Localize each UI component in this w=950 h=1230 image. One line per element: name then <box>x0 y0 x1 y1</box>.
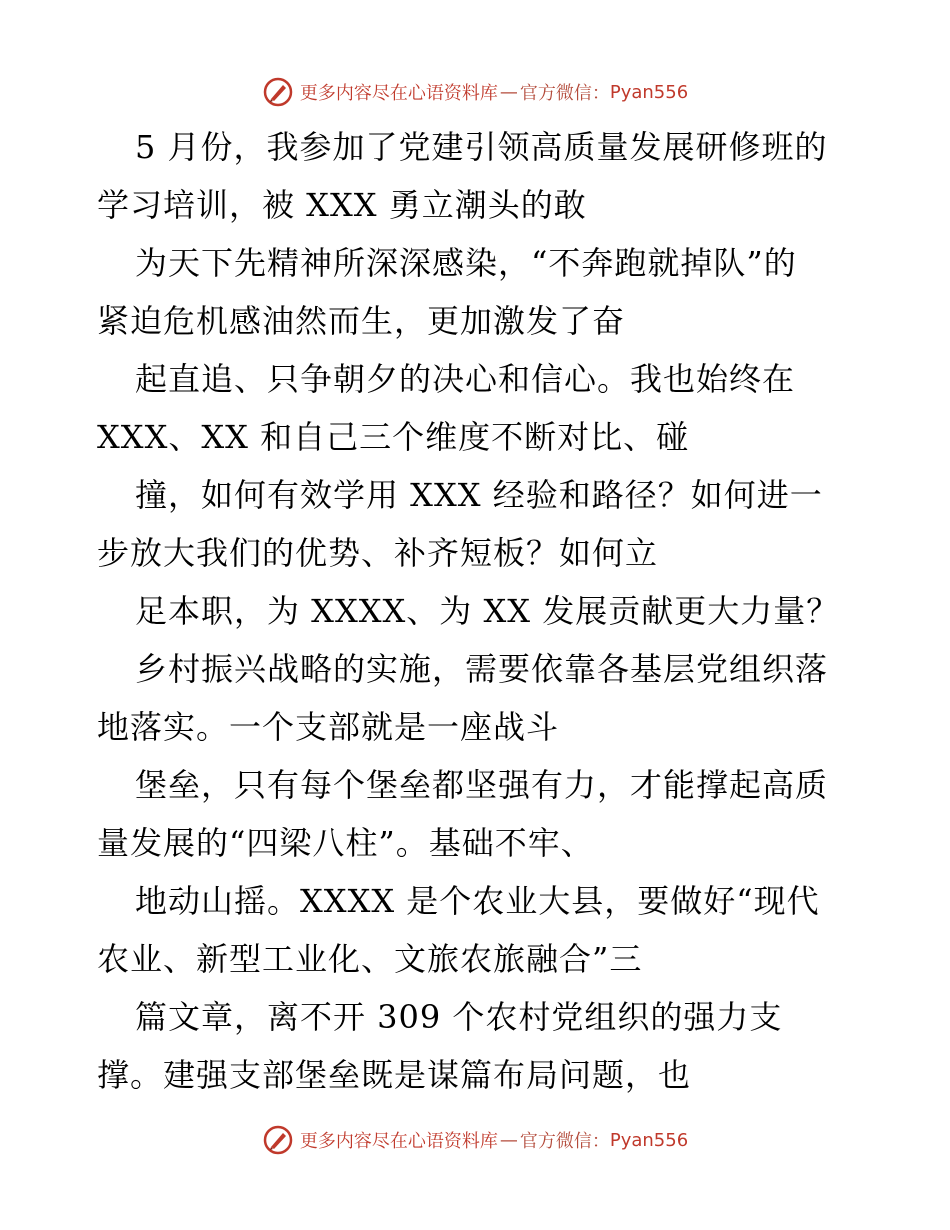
text-line: 起直追、只争朝夕的决心和信心。我也始终在 <box>135 360 796 398</box>
pen-logo-icon <box>262 1124 294 1156</box>
wechat-label: 官方微信： <box>519 83 610 104</box>
watermark-text: 更多内容尽在心语资料库 <box>299 83 498 104</box>
text-line: 为天下先精神所深深感染，“不奔跑就掉队”的 <box>135 244 797 282</box>
wechat-id: Pyan556 <box>609 1129 689 1151</box>
document-body <box>97 118 877 1104</box>
header-watermark <box>0 72 950 112</box>
text-line: 紧迫危机感油然而生，更加激发了奋 <box>97 302 626 340</box>
wechat-id: Pyan556 <box>609 81 689 103</box>
text-line: 5 月份，我参加了党建引领高质量发展研修班的 <box>135 128 828 166</box>
text-line: 撞，如何有效学用 XXX 经验和路径？如何进一 <box>135 476 823 514</box>
text-line: 乡村振兴战略的实施，需要依靠各基层党组织落 <box>135 650 829 688</box>
pen-logo-icon <box>262 76 294 108</box>
text-line: XXX、XX 和自己三个维度不断对比、碰 <box>97 418 690 456</box>
footer-watermark <box>0 1120 950 1160</box>
text-line: 学习培训，被 XXX 勇立潮头的敢 <box>97 186 587 224</box>
text-line: 步放大我们的优势、补齐短板？如何立 <box>97 534 659 572</box>
watermark-separator: — <box>499 81 518 103</box>
text-line: 农业、新型工业化、文旅农旅融合”三 <box>97 940 643 978</box>
text-line: 地动山摇。XXXX 是个农业大县，要做好“现代 <box>135 882 820 920</box>
text-line: 地落实。一个支部就是一座战斗 <box>97 708 560 746</box>
watermark-text: 更多内容尽在心语资料库 <box>299 1131 498 1152</box>
text-line: 量发展的“四梁八柱”。基础不牢、 <box>97 824 594 862</box>
text-line: 篇文章，离不开 309 个农村党组织的强力支 <box>135 998 783 1036</box>
text-line: 堡垒，只有每个堡垒都坚强有力，才能撑起高质 <box>135 766 829 804</box>
text-line: 撑。建强支部堡垒既是谋篇布局问题，也 <box>97 1056 692 1094</box>
text-line: 足本职，为 XXXX、为 XX 发展贡献更大力量？ <box>135 592 840 630</box>
wechat-label: 官方微信： <box>519 1131 610 1152</box>
watermark-separator: — <box>499 1129 518 1151</box>
